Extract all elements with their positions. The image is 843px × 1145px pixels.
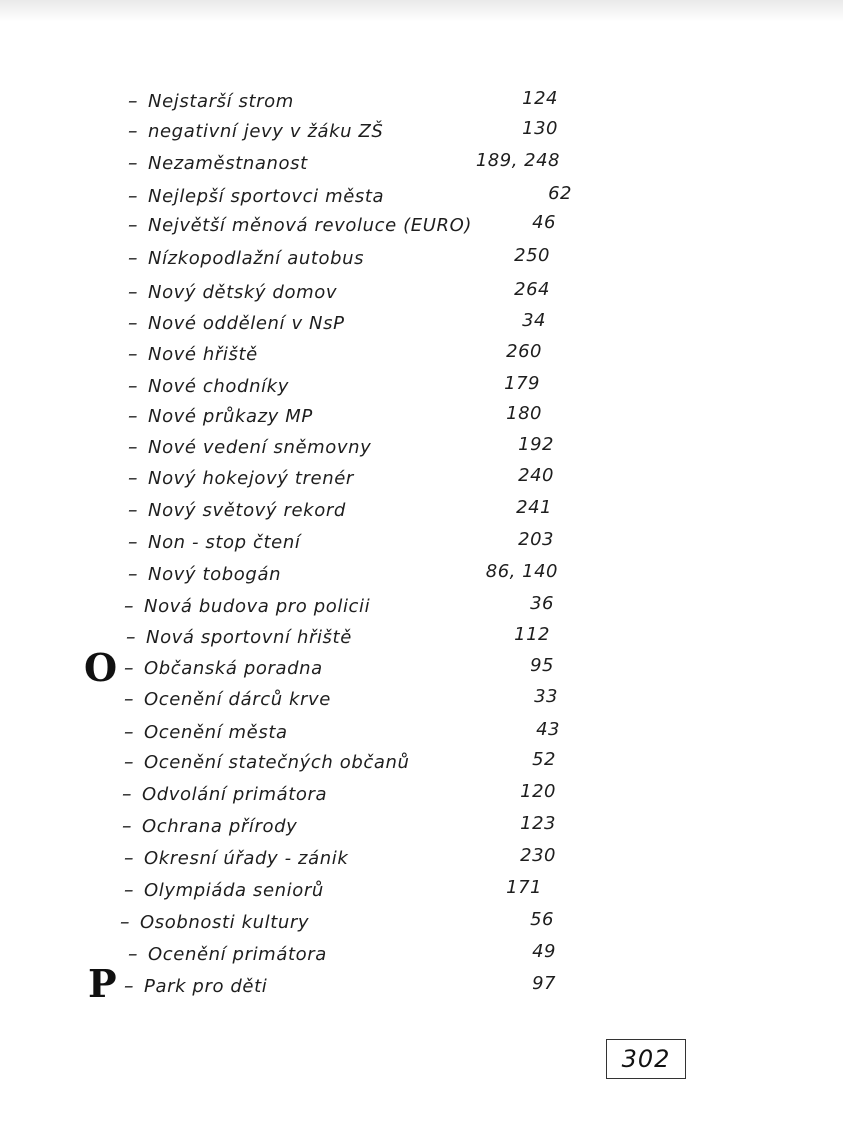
entry-page-ref: 36 [530, 593, 554, 614]
entry-page-ref: 130 [522, 118, 558, 139]
entry-page-ref: 192 [518, 434, 554, 455]
index-entry [0, 941, 843, 973]
entry-page-ref: 230 [520, 845, 556, 866]
entry-dash: – [124, 751, 134, 773]
index-entry [0, 403, 843, 435]
index-entry [0, 909, 843, 941]
entry-page-ref: 241 [516, 497, 552, 518]
entry-page-ref: 171 [506, 877, 542, 898]
index-entry [0, 529, 843, 561]
entry-label: Nové průkazy MP [148, 406, 313, 427]
entry-page-ref: 250 [514, 245, 550, 266]
index-entry [0, 465, 843, 497]
entry-page-ref: 203 [518, 529, 554, 550]
index-entry [0, 310, 843, 342]
entry-dash: – [128, 499, 138, 521]
entry-dash: – [128, 152, 138, 174]
entry-label: Ocenění dárců krve [144, 689, 331, 710]
entry-label: Nový tobogán [148, 564, 282, 585]
entry-page-ref: 189, 248 [475, 150, 560, 171]
index-entry [0, 624, 843, 656]
index-entry [0, 973, 843, 1005]
index-entry [0, 877, 843, 909]
index-entry [0, 373, 843, 405]
entry-dash: – [124, 975, 134, 997]
entry-page-ref: 124 [522, 88, 558, 109]
entry-label: Okresní úřady - zánik [144, 848, 349, 869]
entry-dash: – [128, 563, 138, 585]
index-entry [0, 781, 843, 813]
entry-page-ref: 34 [522, 310, 546, 331]
index-entry [0, 150, 843, 182]
entry-dash: – [128, 120, 138, 142]
entry-dash: – [126, 626, 136, 648]
entry-page-ref: 43 [536, 719, 560, 740]
index-entry [0, 655, 843, 687]
index-entry [0, 279, 843, 311]
entry-page-ref: 180 [506, 403, 542, 424]
entry-label: Nová budova pro policii [144, 596, 371, 617]
entry-dash: – [128, 343, 138, 365]
entry-page-ref: 240 [518, 465, 554, 486]
index-entry [0, 341, 843, 373]
entry-label: Občanská poradna [144, 658, 323, 679]
entry-page-ref: 46 [532, 212, 556, 233]
entry-label: Nový dětský domov [148, 282, 338, 303]
entry-label: Nový hokejový trenér [148, 468, 354, 489]
entry-dash: – [124, 879, 134, 901]
entry-label: Nový světový rekord [148, 500, 346, 521]
entry-page-ref: 123 [520, 813, 556, 834]
index-entry [0, 749, 843, 781]
entry-page-ref: 112 [514, 624, 550, 645]
entry-label: Nezaměstnanost [148, 153, 308, 174]
entry-dash: – [122, 815, 132, 837]
entry-dash: – [128, 312, 138, 334]
entry-page-ref: 179 [504, 373, 540, 394]
entry-page-ref: 62 [548, 183, 572, 204]
entry-dash: – [124, 688, 134, 710]
entry-label: Nová sportovní hřiště [146, 627, 352, 648]
index-entry [0, 212, 843, 244]
page-number-box: 302 [606, 1039, 686, 1079]
entry-page-ref: 97 [532, 973, 556, 994]
index-entry [0, 434, 843, 466]
entry-dash: – [128, 214, 138, 236]
entry-dash: – [120, 911, 130, 933]
entry-page-ref: 52 [532, 749, 556, 770]
entry-dash: – [128, 943, 138, 965]
entry-label: Nejstarší strom [148, 91, 294, 112]
entry-label: Ocenění města [144, 722, 288, 743]
index-entry [0, 593, 843, 625]
entry-label: Odvolání primátora [142, 784, 328, 805]
entry-page-ref: 56 [530, 909, 554, 930]
section-letter-o: O [84, 645, 118, 690]
entry-label: Nízkopodlažní autobus [148, 248, 365, 269]
entry-label: Ocenění primátora [148, 944, 327, 965]
entry-label: Nové oddělení v NsP [148, 313, 345, 334]
entry-label: Nové chodníky [148, 376, 289, 397]
entry-dash: – [128, 90, 138, 112]
entry-label: Nové hřiště [148, 344, 258, 365]
entry-page-ref: 264 [514, 279, 550, 300]
index-entry [0, 845, 843, 877]
entry-page-ref: 49 [532, 941, 556, 962]
entry-page-ref: 120 [520, 781, 556, 802]
entry-dash: – [122, 783, 132, 805]
entry-dash: – [124, 657, 134, 679]
entry-label: Ochrana přírody [142, 816, 298, 837]
entry-dash: – [124, 721, 134, 743]
index-entry [0, 245, 843, 277]
entry-page-ref: 33 [534, 686, 558, 707]
entry-dash: – [128, 467, 138, 489]
index-entry [0, 88, 843, 120]
entry-dash: – [124, 595, 134, 617]
index-entry [0, 686, 843, 718]
index-entry [0, 497, 843, 529]
entry-page-ref: 86, 140 [485, 561, 558, 582]
entry-dash: – [124, 847, 134, 869]
entry-dash: – [128, 247, 138, 269]
entry-label: Největší měnová revoluce (EURO) [148, 215, 472, 236]
entry-label: Nové vedení sněmovny [148, 437, 372, 458]
index-entry [0, 561, 843, 593]
entry-dash: – [128, 185, 138, 207]
entry-dash: – [128, 405, 138, 427]
entry-label: Nejlepší sportovci města [148, 186, 385, 207]
entry-dash: – [128, 436, 138, 458]
scan-edge-shadow [0, 0, 843, 22]
entry-page-ref: 95 [530, 655, 554, 676]
index-entry [0, 813, 843, 845]
index-entry [0, 183, 843, 215]
entry-page-ref: 260 [506, 341, 542, 362]
section-letter-p: P [88, 961, 117, 1006]
entry-dash: – [128, 531, 138, 553]
index-entry [0, 118, 843, 150]
entry-label: Non - stop čtení [148, 532, 301, 553]
entry-label: Osobnosti kultury [140, 912, 310, 933]
entry-label: Olympiáda seniorů [144, 880, 324, 901]
index-entry [0, 719, 843, 751]
entry-dash: – [128, 281, 138, 303]
entry-label: negativní jevy v žáku ZŠ [148, 121, 384, 142]
entry-label: Ocenění statečných občanů [144, 752, 410, 773]
entry-label: Park pro děti [144, 976, 268, 997]
entry-dash: – [128, 375, 138, 397]
